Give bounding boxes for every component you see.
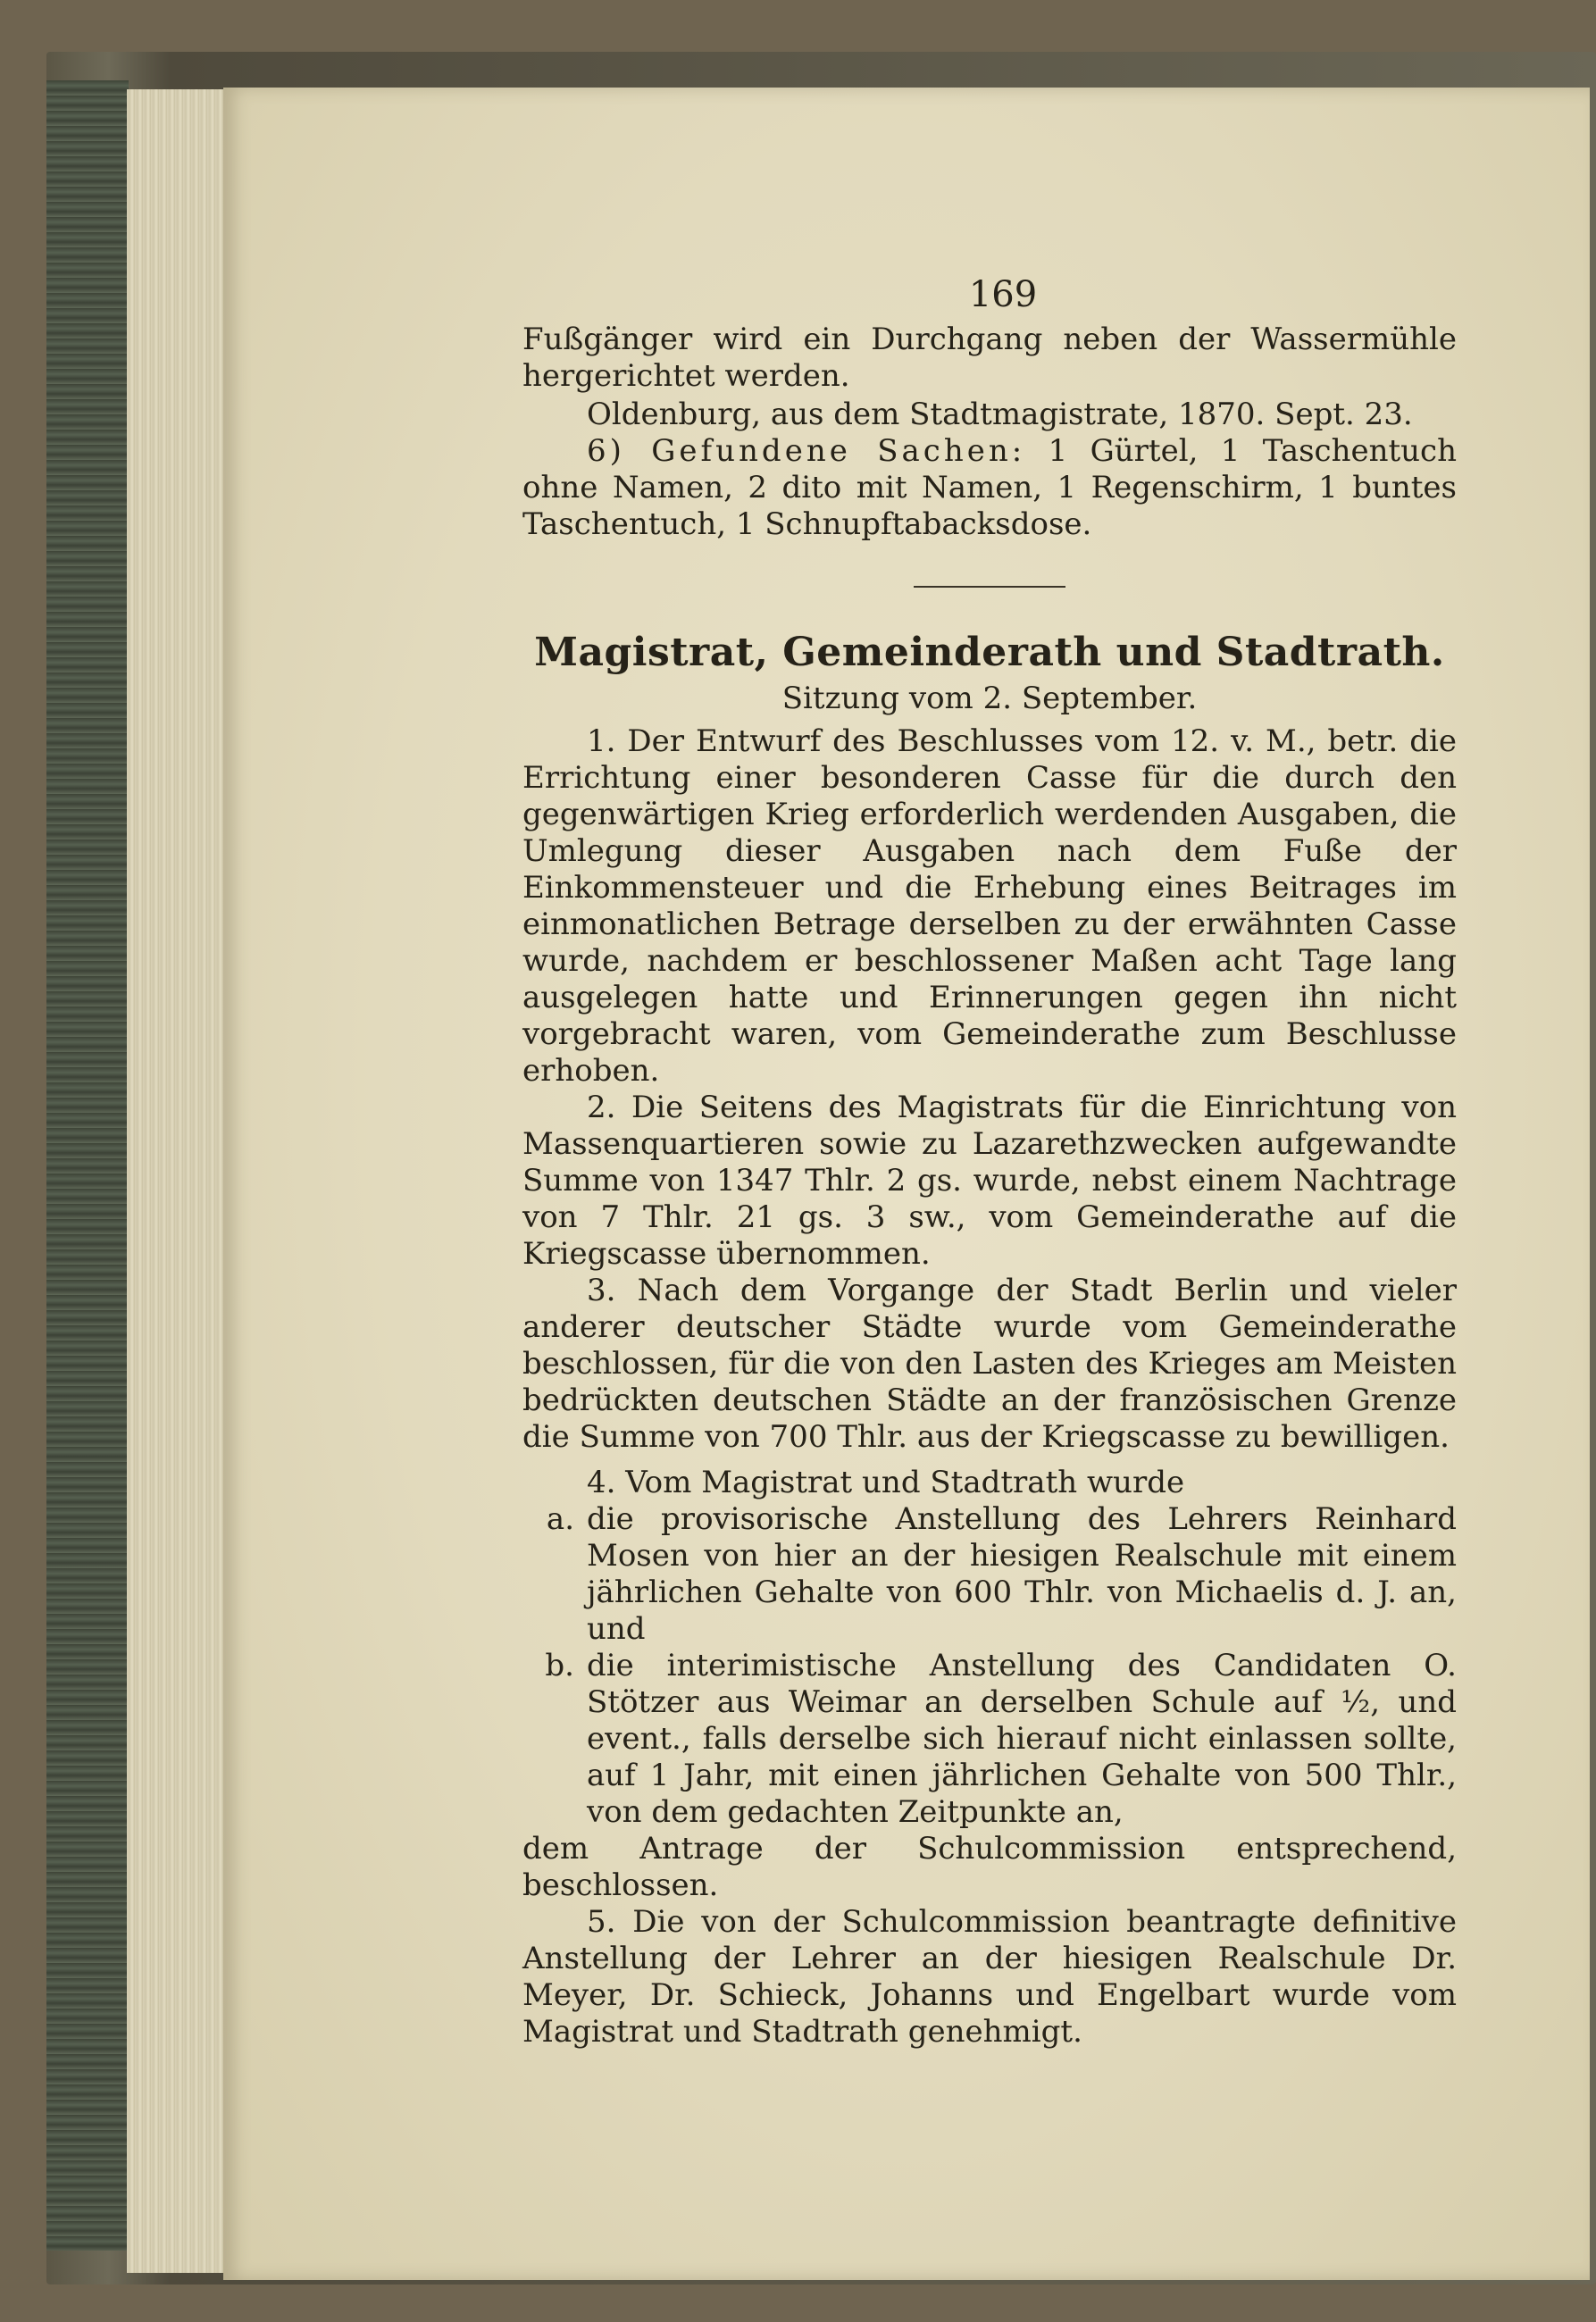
page-edges — [127, 89, 236, 2273]
signature-line: Oldenburg, aus dem Stadtmagistrate, 1870. Sept. 23. — [587, 397, 1413, 432]
item-5: 5. Die von der Schulcommission beantragte definitive Anstellung der Lehrer an der hiesigen Realschule Dr. Meyer, Dr. Schieck, Johanns und Engelbart wurde vom Magistrat und Stadtrath genehmigt. — [522, 1904, 1457, 2050]
page-number: 169 — [968, 274, 1038, 315]
section-heading: Magistrat, Gemeinderath und Stadtrath. — [534, 630, 1445, 675]
item-4a-marker: a. — [546, 1501, 574, 1537]
spacer — [522, 1456, 1457, 1465]
session-date: Sitzung vom 2. September. — [781, 681, 1198, 716]
item-3: 3. Nach dem Vorgange der Stadt Berlin und vieler anderer deutscher Städte wurde vom Gemeinderathe beschlossen, für die von den Lasten des Krieges am Meisten bedrückten deutschen Städte an der französischen Grenze die Summe von 700 Thlr. aus der Kriegscasse zu bewilligen. — [522, 1273, 1457, 1455]
book-spine — [46, 80, 129, 2251]
item-1: 1. Der Entwurf des Beschlusses vom 12. v. M., betr. die Errichtung einer besonderen Casse für die durch den gegenwärtigen Krieg erforderlich werdenden Ausgaben, die Umlegung dieser Ausgaben nach dem Fuße der Einkommensteuer und die Erhebung eines Beitrages im einmonatlichen Betrage derselben zu der erwähnten Casse wurde, nachdem er beschlossener Maßen acht Tage lang ausgelegen hatte und Erinnerungen gegen ihn nicht vorgebracht waren, vom Gemeinderathe zum Beschlusse erhoben. — [522, 723, 1457, 1089]
item-4-intro: 4. Vom Magistrat und Stadtrath wurde — [587, 1465, 1185, 1500]
item-4a-text: die provisorische Anstellung des Lehrers Reinhard Mosen von hier an der hiesigen Realschule mit einem jährlichen Gehalte von 600 Thlr. von Michaelis d. J. an, und — [587, 1501, 1457, 1647]
section-divider — [914, 586, 1065, 588]
item-4-conclusion: dem Antrage der Schulcommission entsprechend, beschlossen. — [522, 1831, 1457, 1903]
item-4a — [522, 1501, 1457, 1648]
item-4b-marker: b. — [545, 1648, 574, 1683]
item-4b — [522, 1648, 1457, 1831]
item-4b-text: die interimistische Anstellung des Candidaten O. Stötzer aus Weimar an derselben Schule auf ½, und event., falls derselbe sich hierauf nicht einlassen sollte, auf 1 Jahr, mit einen jährlichen Gehalte von 500 Thlr., von dem gedachten Zeitpunkte an, — [587, 1648, 1457, 1830]
found-items-paragraph — [522, 433, 1457, 543]
page-text — [522, 268, 1457, 2051]
item-2: 2. Die Seitens des Magistrats für die Einrichtung von Massenquartieren sowie zu Lazarethzwecken aufgewandte Summe von 1347 Thlr. 2 gs. wurde, nebst einem Nachtrage von 7 Thlr. 21 gs. 3 sw., vom Gemeinderathe auf die Kriegscasse übernommen. — [522, 1090, 1457, 1272]
found-items-list: 1 Gürtel, 1 Taschentuch ohne Namen, 2 dito mit Namen, 1 Regenschirm, 1 buntes Taschentuch, 1 Schnupftabacksdose. — [522, 433, 1457, 542]
found-items-label: 6) Gefundene Sachen: — [587, 433, 1026, 469]
intro-paragraph: Fußgänger wird ein Durchgang neben der Wassermühle hergerichtet werden. — [522, 322, 1457, 394]
